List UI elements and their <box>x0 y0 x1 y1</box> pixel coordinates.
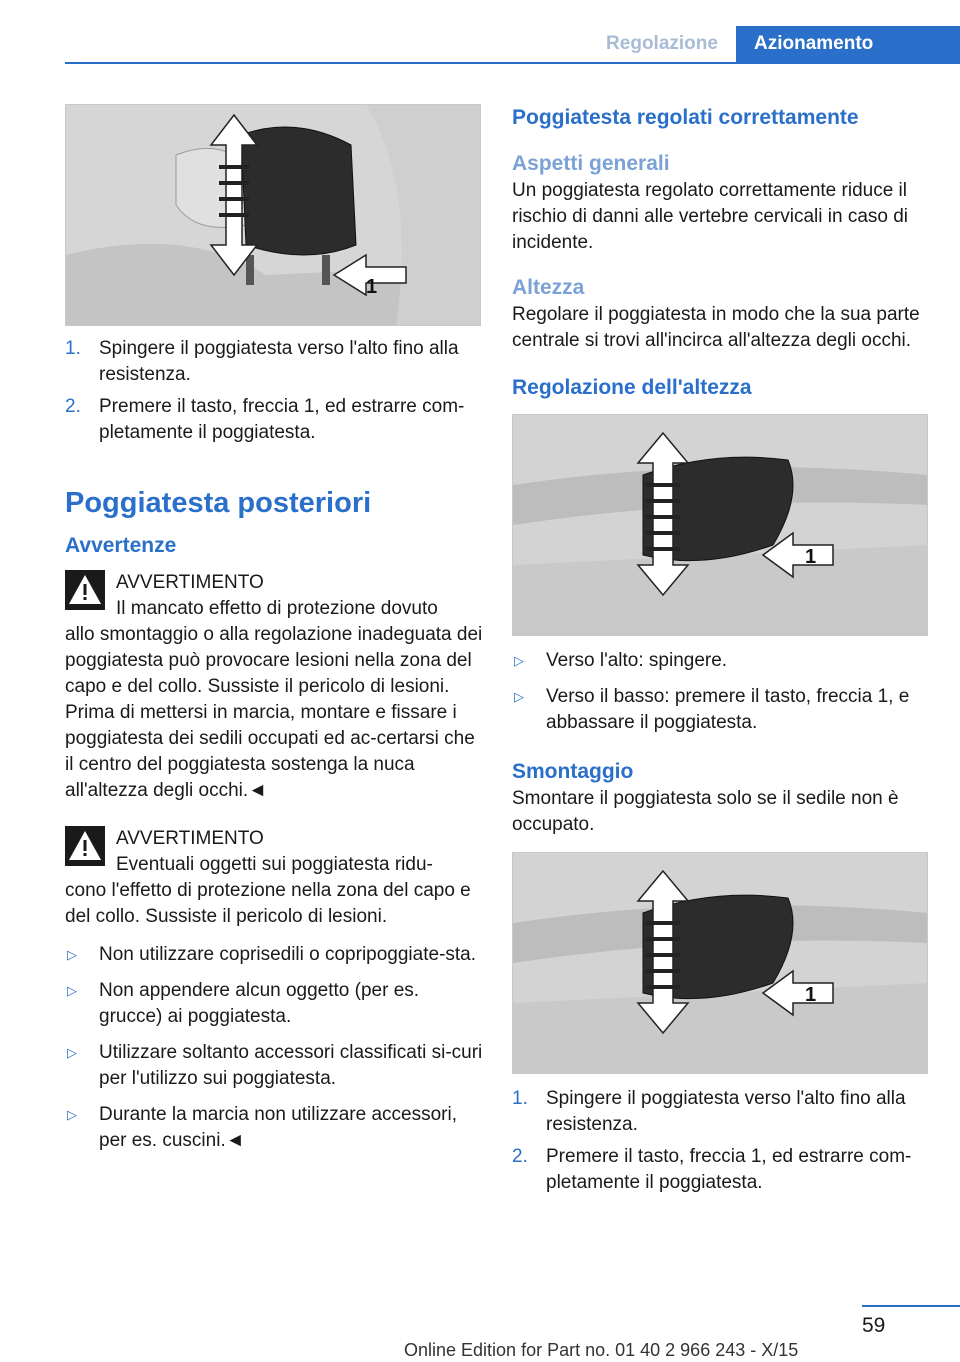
heading-correct-adjustment: Poggiatesta regolati correttamente <box>512 106 859 129</box>
step-text: Spingere il poggiatesta verso l'alto fino alla resistenza. <box>99 338 459 385</box>
heading-removal: Smontaggio <box>512 760 634 783</box>
heading-height: Altezza <box>512 276 585 299</box>
front-headrest-figure <box>65 104 481 326</box>
right-steps-list <box>512 1086 930 1196</box>
list-item: ▷ Utilizzare soltanto accessori classificati si‐curi per l'utilizzo sui poggiatesta. <box>67 1042 483 1089</box>
rear-headrest-removal-illustration <box>513 853 928 1074</box>
heading-height-adjustment: Regolazione dell'altezza <box>512 376 752 399</box>
figure-callout-number: 1 <box>805 546 817 568</box>
removal-text: Smontare il poggiatesta solo se il sedile non è occupato. <box>512 788 899 835</box>
figure-callout-number: 1 <box>366 276 378 298</box>
list-item <box>512 1086 930 1138</box>
warning-text: allo smontaggio o alla regolazione inadeguata dei poggiatesta può provocare lesioni nella zona del capo e del collo. Sussiste il pericolo di lesioni. Prima di mettersi in marcia, montare e fissare i poggiatesta dei sedili occupati ed ac‐certarsi che il centro del poggiatesta sostenga la nuca all'altezza degli occhi.◄ <box>65 624 483 801</box>
edition-footer: Online Edition for Part no. 01 40 2 966 243 - X/15 <box>404 1340 799 1360</box>
step-number: 1. <box>65 338 81 359</box>
list-item: ▷ Non utilizzare coprisedili o copripoggiate‐sta. <box>65 942 483 968</box>
warning-label: AVVERTIMENTO <box>116 828 264 849</box>
general-text: Un poggiatesta regolato correttamente riduce il rischio di danni alle vertebre cervicali in caso di incidente. <box>512 180 909 253</box>
figure-callout-number: 1 <box>805 984 817 1006</box>
step-text: Premere il tasto, freccia 1, ed estrarre com‐pletamente il poggiatesta. <box>546 1146 912 1193</box>
heading-rear-headrests: Poggiatesta posteriori <box>65 487 372 519</box>
rear-headrest-illustration <box>513 415 928 636</box>
bullet-triangle-icon: ▷ <box>67 1045 77 1060</box>
list-item <box>512 1144 930 1196</box>
heading-notes: Avvertenze <box>65 534 177 557</box>
warning-text-first: Eventuali oggetti sui poggiatesta ridu‐ <box>116 854 433 875</box>
warning-triangle-icon <box>65 570 105 610</box>
bullet-triangle-icon: ▷ <box>514 653 524 668</box>
header-rule <box>65 62 960 64</box>
warning-block-2 <box>65 826 483 930</box>
warning-text: cono l'effetto di protezione nella zona del capo e del collo. Sussiste il pericolo di lesioni. <box>65 880 471 927</box>
right-column <box>512 104 930 1202</box>
precautions-list <box>65 942 483 1154</box>
bullet-triangle-icon: ▷ <box>67 1107 77 1122</box>
warning-text-first: Il mancato effetto di protezione dovuto <box>116 598 438 619</box>
warning-label: AVVERTIMENTO <box>116 572 264 593</box>
warning-triangle-icon <box>65 826 105 866</box>
page-header <box>0 26 960 64</box>
bullet-triangle-icon: ▷ <box>514 689 524 704</box>
list-item <box>65 394 483 446</box>
list-item: ▷ Verso il basso: premere il tasto, freccia 1, e abbassare il poggiatesta. <box>514 686 910 733</box>
section-tab: Regolazione <box>606 33 718 54</box>
list-item: ▷ Durante la marcia non utilizzare accessori, per es. cuscini.◄ <box>67 1104 457 1151</box>
list-item: ▷ Non appendere alcun oggetto (per es. grucce) ai poggiatesta. <box>67 980 420 1027</box>
height-text: Regolare il poggiatesta in modo che la sua parte centrale si trovi all'incirca all'altezza degli occhi. <box>512 304 920 351</box>
step-text: Spingere il poggiatesta verso l'alto fino alla resistenza. <box>546 1088 906 1135</box>
step-number: 1. <box>512 1088 528 1109</box>
warning-block-1 <box>65 570 483 804</box>
front-headrest-illustration <box>66 105 481 326</box>
list-item <box>65 336 483 388</box>
left-steps-list <box>65 336 483 446</box>
rear-headrest-adjust-figure <box>512 414 928 636</box>
left-column <box>65 104 483 1164</box>
footer-rule <box>862 1305 960 1307</box>
page-number: 59 <box>862 1314 886 1337</box>
list-item: ▷ Verso l'alto: spingere. <box>512 648 930 674</box>
step-text: Premere il tasto, freccia 1, ed estrarre com‐pletamente il poggiatesta. <box>99 396 465 443</box>
chapter-tab: Azionamento <box>736 26 960 62</box>
bullet-triangle-icon: ▷ <box>67 983 77 998</box>
bullet-triangle-icon: ▷ <box>67 947 77 962</box>
rear-headrest-removal-figure <box>512 852 928 1074</box>
step-number: 2. <box>512 1146 528 1167</box>
step-number: 2. <box>65 396 81 417</box>
adjust-list <box>512 648 930 736</box>
heading-general: Aspetti generali <box>512 152 670 175</box>
